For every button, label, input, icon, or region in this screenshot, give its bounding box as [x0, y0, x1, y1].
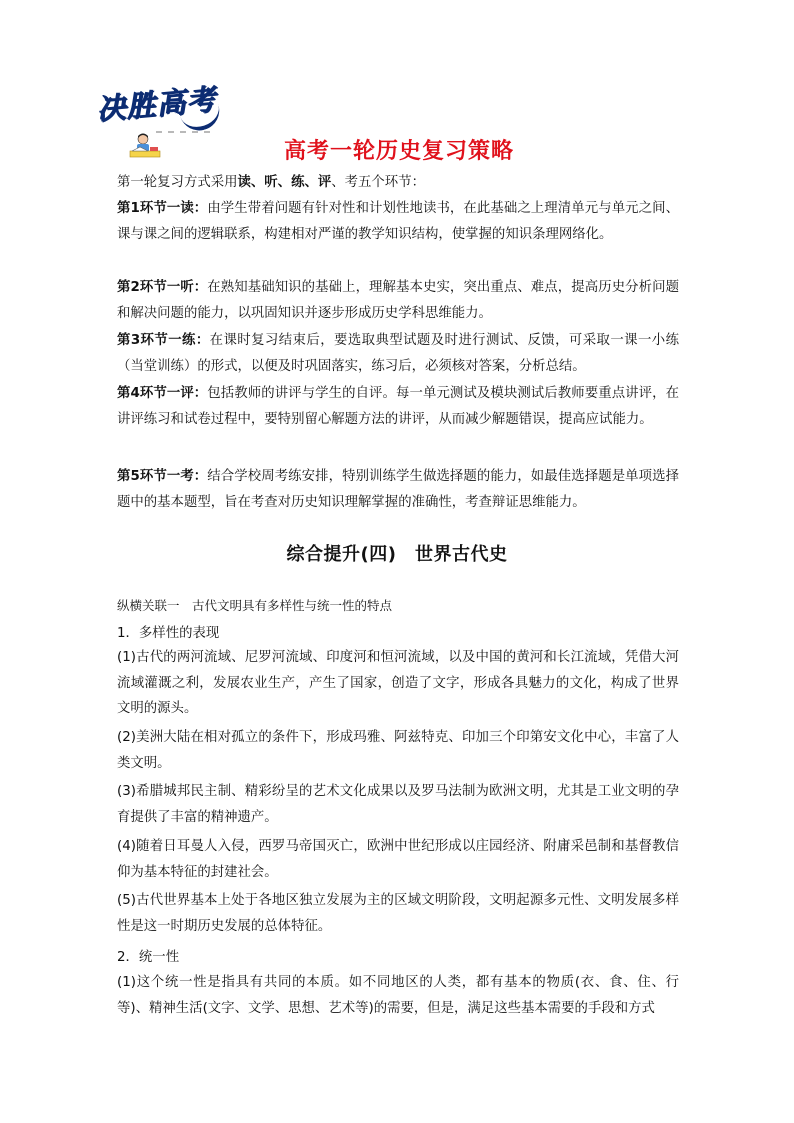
intro-after: 、考五个环节：: [331, 175, 425, 190]
diversity-item-4: (4)随着日耳曼人入侵，西罗马帝国灭亡，欧洲中世纪形成以庄园经济、附庸采邑制和基督教信仰为基本特征的封建社会。: [117, 839, 679, 880]
diversity-item-5: (5)古代世界基本上处于各地区独立发展为主的区域文明阶段，文明起源多元性、文明发展多样性是这一时期历史发展的总体特征。: [117, 893, 679, 934]
step-5: [117, 464, 679, 515]
step-1: [117, 196, 679, 247]
step-label: 第2环节一听：: [117, 280, 208, 295]
sub-heading-diversity: 1．多样性的表现: [117, 626, 220, 641]
step-text: 由学生带着问题有针对性和计划性地读书，在此基础之上理清单元与单元之间、课与课之间的逻辑联系，构建相对严谨的教学知识结构，使掌握的知识条理网络化。: [117, 201, 679, 242]
unity-item-1: (1)这个统一性是指具有共同的本质。如不同地区的人类，都有基本的物质(衣、食、住、行等)、精神生活(文字、文学、思想、艺术等)的需要，但是，满足这些基本需要的手段和方式: [117, 975, 679, 1016]
diversity-item-2: (2)美洲大陆在相对孤立的条件下，形成玛雅、阿兹特克、印加三个印第安文化中心，丰富了人类文明。: [117, 730, 679, 771]
sub-heading-unity: 2．统一性: [117, 950, 180, 965]
step-label: 第1环节一读：: [117, 201, 208, 216]
step-3: [117, 328, 679, 379]
link-heading: 纵横关联一 古代文明具有多样性与统一性的特点: [117, 598, 393, 613]
step-2: [117, 275, 679, 326]
step-label: 第4环节一评：: [117, 386, 208, 401]
logo-text: 决胜高考: [94, 81, 218, 127]
page-title: 高考一轮历史复习策略: [283, 139, 514, 164]
step-text: 包括教师的讲评与学生的自评。每一单元测试及模块测试后教师要重点讲评，在讲评练习和试卷过程中，要特别留心解题方法的讲评，从而减少解题错误，提高应试能力。: [117, 386, 679, 427]
diversity-item-1: (1)古代的两河流域、尼罗河流域、印度河和恒河流域，以及中国的黄河和长江流域，凭借大河流域灌溉之利，发展农业生产，产生了国家，创造了文字，形成各具魅力的文化，构成了世界文明的源头。: [117, 650, 679, 717]
intro-paragraph: [117, 170, 679, 196]
step-text: 在课时复习结束后，要选取典型试题及时进行测试、反馈，可采取一课一小练（当堂训练）的形式，以便及时巩固落实，练习后，必须核对答案，分析总结。: [117, 333, 679, 374]
step-4: [117, 381, 679, 432]
diversity-item-3: (3)希腊城邦民主制、精彩纷呈的艺术文化成果以及罗马法制为欧洲文明，尤其是工业文明的孕育提供了丰富的精神遗产。: [117, 784, 679, 825]
step-label: 第5环节一考：: [117, 469, 208, 484]
intro-before: 第一轮复习方式采用: [117, 175, 238, 190]
step-text: 结合学校周考练安排，特别训练学生做选择题的能力，如最佳选择题是单项选择题中的基本题型，旨在考查对历史知识理解掌握的准确性，考查辩证思维能力。: [117, 469, 679, 510]
step-label: 第3环节一练：: [117, 333, 210, 348]
step-text: 在熟知基础知识的基础上，理解基本史实，突出重点、难点，提高历史分析问题和解决问题的能力，以巩固知识并逐步形成历史学科思维能力。: [117, 280, 679, 321]
intro-emphasis: 读、听、练、评: [237, 175, 332, 190]
section-title: 综合提升(四) 世界古代史: [286, 544, 508, 565]
